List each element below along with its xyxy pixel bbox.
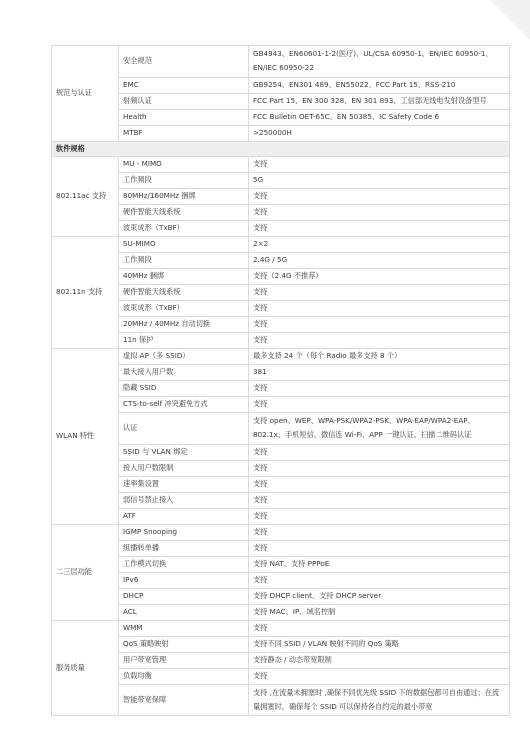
spec-item-name: 工作频段 [119,252,249,268]
table-row [52,636,510,652]
spec-item-name: 11n 保护 [119,332,249,348]
spec-item-value: 381 [249,364,510,380]
spec-item-value: 支持 [249,300,510,316]
spec-item-value: 最多支持 24 个（每个 Radio 最多支持 8 个） [249,348,510,364]
spec-item-name: 接入用户数限制 [119,460,249,476]
table-row [52,412,510,444]
spec-item-value: 支持 [249,156,510,172]
spec-item-value: 支持 [249,508,510,524]
spec-item-name: MU - MIMO [119,156,249,172]
table-row [52,460,510,476]
spec-item-name: 用户带宽管理 [119,652,249,668]
spec-item-value: 支持 [249,668,510,684]
table-row [52,188,510,204]
spec-item-value: 支持 MAC、IP、域名控制 [249,604,510,620]
table-row [52,332,510,348]
spec-item-value: 支持 NAT、支持 PPPoE [249,556,510,572]
spec-item-name: MTBF [119,125,249,141]
spec-item-name: 射频认证 [119,93,249,109]
spec-item-value: 5G [249,172,510,188]
spec-item-name: 最大接入用户数 [119,364,249,380]
spec-table-body [52,46,510,716]
spec-item-name: WMM [119,620,249,636]
spec-item-value: 支持 ,在流量未拥塞时 ,确保不同优先级 SSID 下的数据包都可自由通过；在流量拥塞时，确保每个 SSID 可以保持各自约定的最小带宽 [249,684,510,716]
group-label: 服务质量 [52,620,119,716]
spec-item-name: QoS 策略映射 [119,636,249,652]
spec-item-value: 支持静态 / 动态带宽限制 [249,652,510,668]
spec-item-value: 支持 [249,332,510,348]
table-row [52,444,510,460]
spec-item-name: ATF [119,508,249,524]
table-row [52,620,510,636]
spec-item-name: 速率集设置 [119,476,249,492]
spec-item-name: CTS-to-self 冲突避免方式 [119,396,249,412]
page-corner-decoration [490,0,530,40]
table-row [52,668,510,684]
table-row [52,220,510,236]
table-row [52,380,510,396]
table-row [52,172,510,188]
spec-item-value: 支持 [249,188,510,204]
section-title: 软件规格 [52,141,510,156]
spec-item-name: 波束成形（TxBF） [119,220,249,236]
spec-item-name: 硬件智能天线系统 [119,284,249,300]
spec-item-name: 弱信号禁止接入 [119,492,249,508]
table-row [52,524,510,540]
spec-item-value: 支持 [249,460,510,476]
spec-item-name: 组播转单播 [119,540,249,556]
table-row [52,77,510,93]
spec-item-name: 安全规范 [119,46,249,78]
group-label: 802.11ac 支持 [52,156,119,236]
group-label: 802.11n 支持 [52,236,119,348]
spec-item-value: 支持 [249,444,510,460]
spec-item-value: 支持 [249,476,510,492]
table-row [52,652,510,668]
spec-item-value: 支持 [249,524,510,540]
table-row [52,508,510,524]
spec-item-name: DHCP [119,588,249,604]
spec-item-value: 支持 [249,204,510,220]
spec-item-value: >250000H [249,125,510,141]
spec-item-value: 支持 [249,620,510,636]
table-row [52,316,510,332]
spec-item-value: 支持 DHCP client、支持 DHCP server [249,588,510,604]
spec-item-name: 隐藏 SSID [119,380,249,396]
spec-item-name: 认证 [119,412,249,444]
table-row [52,684,510,716]
spec-item-value: GB9254、EN301 489、EN55022、FCC Part 15、RSS-210 [249,77,510,93]
spec-item-value: 支持（2.4G 不推荐） [249,268,510,284]
table-row [52,364,510,380]
table-row [52,492,510,508]
table-row [52,300,510,316]
spec-item-name: 20MHz / 40MHz 自动切换 [119,316,249,332]
spec-item-value: 支持 [249,540,510,556]
spec-item-value: 支持 [249,220,510,236]
spec-item-value: 支持 [249,316,510,332]
spec-item-name: SU-MIMO [119,236,249,252]
spec-item-value: 支持 [249,396,510,412]
group-label: 二三层功能 [52,524,119,620]
spec-item-value: FCC Part 15、EN 300 328、EN 301 893、工信部无线电发射设备型号 [249,93,510,109]
table-row [52,268,510,284]
table-row [52,348,510,364]
spec-item-name: 80MHz/160MHz 捆绑 [119,188,249,204]
table-row [52,46,510,78]
table-row [52,284,510,300]
table-row [52,588,510,604]
table-row [52,476,510,492]
spec-item-name: 波束成形（TxBF） [119,300,249,316]
table-row [52,396,510,412]
spec-item-value: 2.4G / 5G [249,252,510,268]
spec-item-name: SSID 与 VLAN 绑定 [119,444,249,460]
spec-item-name: IPv6 [119,572,249,588]
table-row [52,125,510,141]
table-row [52,109,510,125]
spec-item-value: 支持 [249,284,510,300]
spec-item-value: 2×2 [249,236,510,252]
spec-item-value: 支持 [249,380,510,396]
table-row [52,572,510,588]
table-row [52,93,510,109]
spec-item-name: EMC [119,77,249,93]
table-row [52,204,510,220]
spec-item-value: 支持不同 SSID / VLAN 映射不同的 QoS 策略 [249,636,510,652]
section-header-row [52,141,510,156]
spec-item-name: 40MHz 捆绑 [119,268,249,284]
table-row [52,540,510,556]
group-label: 规范与认证 [52,46,119,142]
spec-item-name: IGMP Snooping [119,524,249,540]
spec-item-name: Health [119,109,249,125]
table-row [52,604,510,620]
group-label: WLAN 特性 [52,348,119,524]
spec-item-value: FCC Bulletin OET-65C、EN 50385、IC Safety Code 6 [249,109,510,125]
spec-item-name: ACL [119,604,249,620]
spec-item-name: 工作频段 [119,172,249,188]
spec-item-name: 虚拟 AP（多 SSID） [119,348,249,364]
table-row [52,156,510,172]
spec-item-value: 支持 [249,492,510,508]
spec-table [51,45,510,716]
table-row [52,236,510,252]
spec-item-name: 硬件智能天线系统 [119,204,249,220]
table-row [52,252,510,268]
spec-item-name: 负载均衡 [119,668,249,684]
spec-item-value: 支持 open、WEP、WPA-PSK/WPA2-PSK、WPA-EAP/WPA2-EAP、802.1x、手机短信、微信连 Wi-Fi、APP 一键认证、扫描二维码认证 [249,412,510,444]
spec-item-name: 智能带宽保障 [119,684,249,716]
spec-item-value: 支持 [249,572,510,588]
spec-item-name: 工作模式切换 [119,556,249,572]
spec-item-value: GB4943、EN60601-1-2(医疗)、UL/CSA 60950-1、EN/IEC 60950-1、EN/IEC 60950-22 [249,46,510,78]
table-row [52,556,510,572]
